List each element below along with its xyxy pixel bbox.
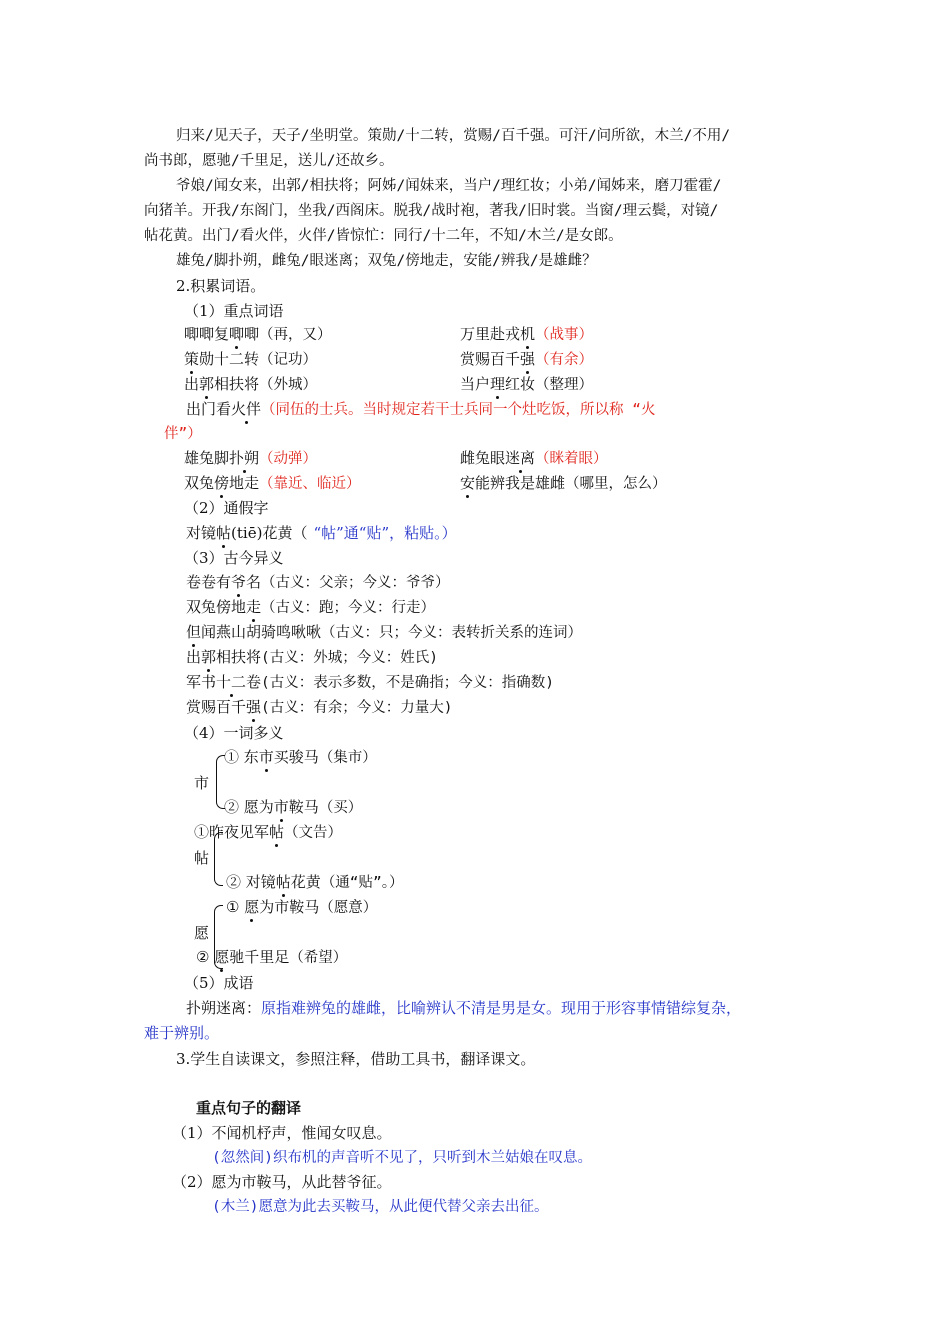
word-item: 出郭相扶将（外城） [184, 375, 318, 393]
polysemy-sense: ② 对镜帖花黄（通“贴”。） [226, 873, 404, 891]
polysemy-char: 愿 [194, 924, 210, 942]
word-gloss-continued: 伴”） [164, 426, 202, 442]
word-item: 安能辨我是雄雌（哪里，怎么） [460, 474, 667, 492]
subsection-title: （5）成语 [184, 974, 254, 992]
translation-question: （2）愿为市鞍马，从此替爷征。 [172, 1173, 392, 1191]
poem-line: 归来/见天子，天子/坐明堂。策勋/十二转，赏赐/百千强。可汗/问所欲，木兰/不用/ [176, 128, 731, 144]
gujin-item: 但闻燕山胡骑鸣啾啾（古义：只；今义：表转折关系的连词） [186, 623, 583, 641]
polysemy-char: 市 [194, 774, 210, 792]
gujin-item: 军书十二卷(古义：表示多数，不是确指；今义：指确数) [186, 673, 555, 691]
word-item: 万里赴戎机（战事） [460, 325, 594, 343]
idiom-entry: 扑朔迷离：原指难辨兔的雄雌，比喻辨认不清是男是女。现用于形容事情错综复杂， [186, 999, 742, 1017]
word-item: 当户理红妆（整理） [460, 375, 594, 393]
word-item: 双兔傍地走（靠近、临近） [184, 474, 361, 492]
subsection-title: （3）古今异义 [184, 549, 284, 567]
subsection-title: （4）一词多义 [184, 724, 284, 742]
poem-line: 雄兔/脚扑朔，雌兔/眼迷离；双兔/傍地走，安能/辨我/是雄雌？ [176, 253, 597, 269]
translation-answer: (忽然间)织布机的声音听不见了，只听到木兰姑娘在叹息。 [212, 1150, 592, 1166]
brace [214, 832, 223, 886]
poem-line: 爷娘/闻女来，出郭/相扶将；阿姊/闻妹来，当户/理红妆；小弟/闻姊来，磨刀霍霍/ [176, 178, 722, 194]
gujin-item: 赏赐百千强(古义：有余；今义：力量大) [186, 698, 453, 716]
polysemy-sense: ① 东市买骏马（集市） [224, 748, 377, 766]
translation-heading: 重点句子的翻译 [196, 1099, 302, 1117]
word-item: 雌兔眼迷离（眯着眼） [460, 449, 608, 467]
word-item: 赏赐百千强（有余） [460, 350, 594, 368]
tongjia-item: 对镜帖(tiē)花黄（ “帖”通“贴”，粘贴。） [186, 524, 457, 542]
word-item: 雄兔脚扑朔（动弹） [184, 449, 318, 467]
gujin-item: 卷卷有爷名（古义：父亲；今义：爷爷） [186, 573, 450, 591]
polysemy-sense: ①昨夜见军帖（文告） [194, 823, 343, 841]
polysemy-sense: ② 愿为市鞍马（买） [224, 798, 363, 816]
poem-line: 向猪羊。开我/东阁门，坐我/西阁床。脱我/战时袍，著我/旧时裳。当窗/理云鬓，对镜/ [144, 203, 719, 219]
poem-line: 尚书郎，愿驰/千里足，送儿/还故乡。 [144, 153, 394, 169]
section-title: 3.学生自读课文，参照注释，借助工具书，翻译课文。 [176, 1050, 536, 1068]
subsection-title: （2）通假字 [184, 499, 269, 517]
word-item: 出门看火伴（同伍的士兵。当时规定若干士兵同一个灶吃饭，所以称 “火 [186, 400, 656, 418]
subsection-title: （1）重点词语 [184, 302, 284, 320]
polysemy-sense: ② 愿驰千里足（希望） [196, 948, 348, 966]
section-title: 2.积累词语。 [176, 277, 266, 295]
gujin-item: 出郭相扶将(古义：外城；今义：姓氏) [186, 648, 439, 666]
polysemy-char: 帖 [194, 849, 210, 867]
word-item: 策勋十二转（记功） [184, 350, 318, 368]
idiom-continued: 难于辨别。 [144, 1024, 220, 1042]
translation-question: （1）不闻机杼声，惟闻女叹息。 [172, 1124, 392, 1142]
poem-line: 帖花黄。出门/看火伴，火伴/皆惊忙：同行/十二年，不知/木兰/是女郎。 [144, 228, 623, 244]
translation-answer: (木兰)愿意为此去买鞍马，从此便代替父亲去出征。 [212, 1199, 549, 1215]
gujin-item: 双兔傍地走（古义：跑；今义：行走） [186, 598, 436, 616]
word-item: 唧唧复唧唧（再，又） [184, 325, 332, 343]
polysemy-sense: ① 愿为市鞍马（愿意） [226, 898, 378, 916]
